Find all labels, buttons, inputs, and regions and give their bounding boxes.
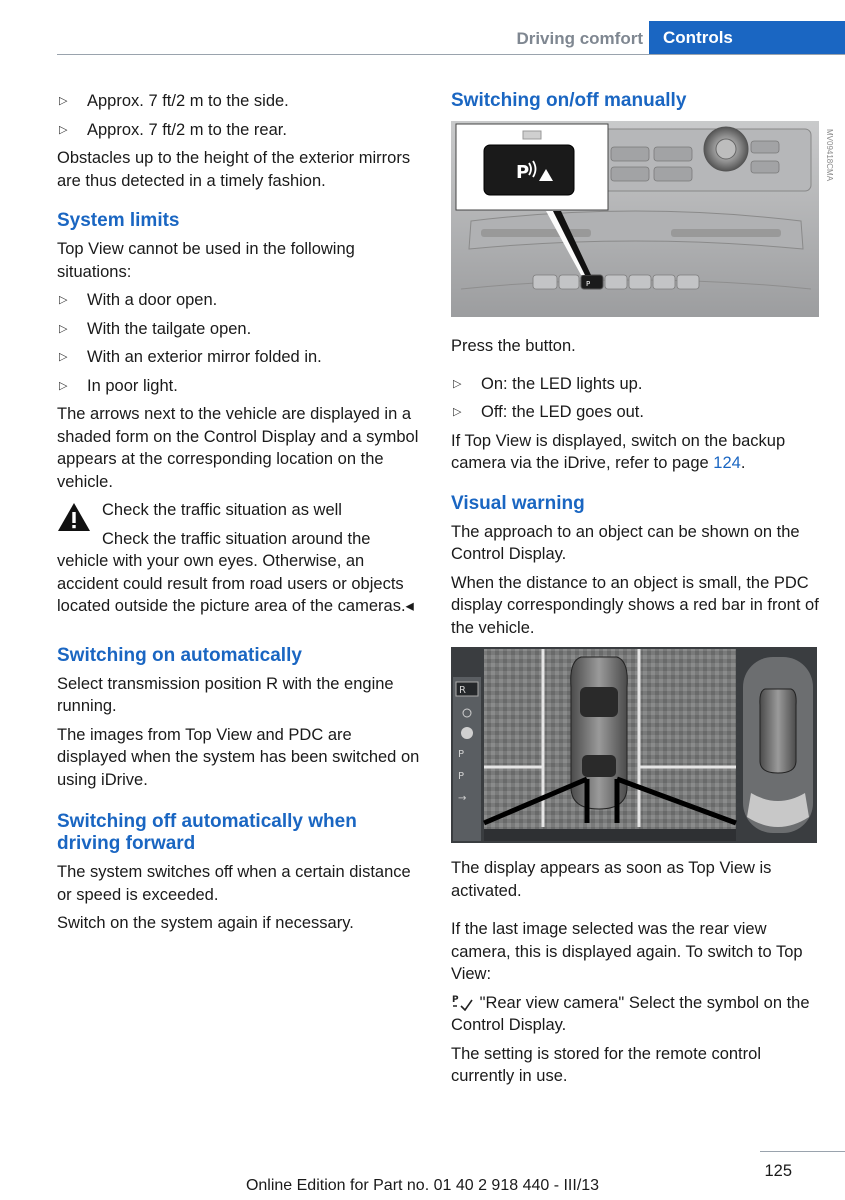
page-reference-link[interactable]: 124 xyxy=(713,454,741,472)
header-section-title: Driving comfort xyxy=(516,29,643,48)
list-item: ▷ In poor light. xyxy=(57,375,420,398)
switching-on-auto-heading: Switching on automatically xyxy=(57,644,302,666)
list-item: ▷ Approx. 7 ft/2 m to the rear. xyxy=(57,119,420,142)
triangle-right-bullet-icon: ▷ xyxy=(59,294,68,306)
svg-text:→: → xyxy=(458,793,467,804)
triangle-right-bullet-icon: ▷ xyxy=(453,377,462,390)
warning-title: Check the traffic situation as well xyxy=(102,501,342,519)
list-item: ▷ Off: the LED goes out. xyxy=(451,401,819,424)
footer-rule xyxy=(760,1151,845,1152)
switching-off-auto-paragraph: The system switches off when a certain distance or speed is exceeded. xyxy=(57,863,411,904)
triangle-right-bullet-icon: ▷ xyxy=(59,379,68,392)
switching-manual-heading: Switching on/off manually xyxy=(451,90,687,111)
left-column xyxy=(57,90,420,941)
pdc-button-figure xyxy=(451,121,834,317)
svg-text:P: P xyxy=(458,771,465,782)
warning-body: Check the traffic situation around the vehicle with your own eyes. Otherwise, an accident could result from road users or objects located outside the picture area of the cameras.◂ xyxy=(57,529,414,615)
select-symbol-paragraph: P "Rear view camera" Select the symbol on the Control Display. xyxy=(451,993,810,1034)
triangle-right-bullet-icon: ▷ xyxy=(453,406,462,418)
svg-text:P: P xyxy=(586,280,591,288)
list-item: ▷ With an exterior mirror folded in. xyxy=(57,346,420,369)
visual-warning-heading: Visual warning xyxy=(451,492,585,514)
system-limits-paragraph: Top View cannot be used in the following situations: xyxy=(57,240,355,281)
triangle-right-bullet-icon: ▷ xyxy=(59,351,68,363)
figure-code: MV09418CMA xyxy=(825,129,834,182)
system-limits-list xyxy=(57,289,420,397)
warning-notice xyxy=(57,499,420,618)
svg-text:P: P xyxy=(516,162,530,183)
svg-text:P: P xyxy=(452,994,459,1005)
arrows-paragraph: The arrows next to the vehicle are displayed in a shaded form on the Control Display and a symbol appears at the corresponding location on the vehicle. xyxy=(57,405,419,491)
obstacles-paragraph: Obstacles up to the height of the exterior mirrors are thus detected in a timely fashion. xyxy=(57,149,411,190)
list-item: ▷ On: the LED lights up. xyxy=(451,373,819,396)
switching-off-auto-heading: Switching off automatically when driving forward xyxy=(57,811,357,854)
list-item: ▷ With the tailgate open. xyxy=(57,318,420,341)
header-chapter-tab: Controls xyxy=(649,21,845,55)
footer-edition: Online Edition for Part no. 01 40 2 918 440 - III/13 xyxy=(245,1177,600,1194)
right-column xyxy=(451,90,834,1094)
rear-view-camera-icon[interactable] xyxy=(451,993,475,1011)
setting-stored-paragraph: The setting is stored for the remote control currently in use. xyxy=(451,1044,761,1085)
visual-warning-paragraph: The approach to an object can be shown on the Control Display. xyxy=(451,522,800,563)
triangle-right-bullet-icon: ▷ xyxy=(59,95,68,107)
list-item: ▷ Approx. 7 ft/2 m to the side. xyxy=(57,90,420,113)
images-paragraph: The images from Top View and PDC are displayed when the system has been switched on using iDrive. xyxy=(57,725,420,789)
list-item: ▷ With a door open. xyxy=(57,289,420,312)
end-mark-icon: ◂ xyxy=(405,597,414,615)
press-button-paragraph: Press the button. xyxy=(451,337,576,355)
switching-on-auto-paragraph: Select transmission position R with the engine running. xyxy=(57,674,394,715)
center-console-image xyxy=(451,121,819,317)
svg-text:R: R xyxy=(459,685,466,696)
svg-text:P: P xyxy=(458,749,465,760)
switch-again-paragraph: Switch on the system again if necessary. xyxy=(57,914,354,932)
warning-triangle-icon xyxy=(57,502,91,532)
rear-view-paragraph: If the last image selected was the rear view camera, this is displayed again. To switch to Top View: xyxy=(451,920,803,983)
header-rule xyxy=(57,54,845,55)
triangle-right-bullet-icon: ▷ xyxy=(59,123,68,136)
display-appears-paragraph: The display appears as soon as Top View is activated. xyxy=(451,859,772,900)
top-view-display-image xyxy=(451,647,817,843)
top-view-display-figure xyxy=(451,647,817,843)
led-state-list xyxy=(451,373,819,424)
distance-paragraph: When the distance to an object is small, the PDC display correspondingly shows a red bar in front of the vehicle. xyxy=(451,573,819,637)
system-limits-heading: System limits xyxy=(57,210,180,231)
backup-camera-paragraph: If Top View is displayed, switch on the backup camera via the iDrive, refer to page 124. xyxy=(451,431,786,472)
page-number: 125 xyxy=(764,1162,792,1180)
detection-distance-list xyxy=(57,90,420,141)
triangle-right-bullet-icon: ▷ xyxy=(59,322,68,335)
